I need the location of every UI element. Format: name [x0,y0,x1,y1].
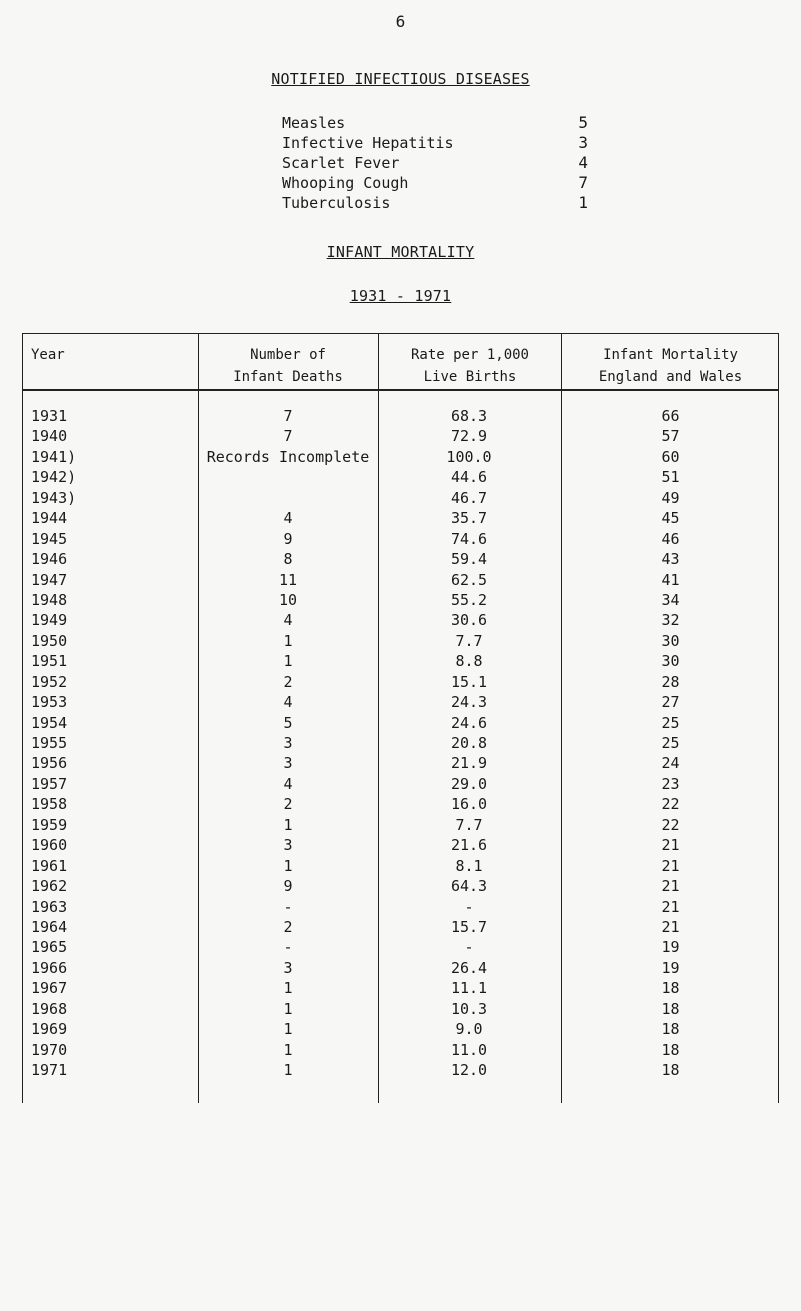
infant-mortality-table [22,333,779,1103]
table-row [23,937,778,957]
disease-name: Infective Hepatitis [282,134,454,152]
cell-year: 1949 [31,611,68,630]
cell-infant-deaths: 1 [283,652,293,671]
cell-infant-deaths: - [283,938,293,957]
cell-infant-deaths: 1 [283,815,293,834]
disease-name: Whooping Cough [282,174,409,192]
cell-england-wales-mortality: 46 [661,529,680,548]
cell-year: 1955 [31,734,68,752]
cell-infant-deaths: 9 [283,529,293,548]
cell-rate: - [464,897,474,916]
table-row [23,897,778,917]
cell-rate: 100.0 [446,447,492,466]
cell-infant-deaths: 1 [283,631,293,650]
cell-year: 1961 [31,856,68,875]
disease-count: 3 [578,133,588,152]
table-row [23,876,778,896]
disease-count: 1 [578,193,588,212]
table-row [23,1040,778,1060]
header-year: Year [31,347,65,363]
cell-year: 1966 [31,958,68,977]
table-row [23,651,778,671]
cell-england-wales-mortality: 30 [661,652,680,671]
cell-england-wales-mortality: 49 [661,488,680,507]
cell-year: 1944 [31,509,68,528]
header-rate [379,344,561,388]
notified-diseases-title: NOTIFIED INFECTIOUS DISEASES [271,70,530,88]
header-infant-deaths-line1: Number of [250,347,326,363]
table-row [23,794,778,814]
table-row [23,733,778,753]
cell-rate: 9.0 [455,1020,483,1039]
table-row [23,713,778,733]
disease-row [282,153,592,173]
cell-infant-deaths: 7 [283,427,293,446]
table-row [23,1060,778,1080]
header-infant-deaths [199,344,377,388]
cell-england-wales-mortality: 19 [661,938,680,957]
cell-rate: 10.3 [450,999,488,1018]
table-row [23,467,778,487]
cell-infant-deaths: 3 [283,734,293,752]
table-row [23,958,778,978]
cell-year: 1968 [31,999,68,1018]
table-row [23,978,778,998]
cell-rate: - [464,938,474,957]
cell-england-wales-mortality: 43 [661,550,680,569]
disease-count: 5 [578,113,588,132]
cell-rate: 7.7 [455,815,483,834]
cell-year: 1954 [31,713,68,732]
cell-year: 1947 [31,570,68,589]
cell-england-wales-mortality: 27 [661,693,680,712]
cell-rate: 12.0 [450,1061,488,1079]
cell-rate: 16.0 [450,795,488,814]
table-row [23,570,778,590]
cell-rate: 24.6 [450,713,488,732]
cell-year: 1948 [31,590,68,609]
cell-rate: 46.7 [450,488,488,507]
table-row [23,835,778,855]
cell-rate: 24.3 [450,693,488,712]
table-row [23,549,778,569]
table-row [23,672,778,692]
table-row [23,856,778,876]
cell-rate: 11.1 [450,979,488,998]
cell-year: 1940 [31,427,68,446]
table-row [23,999,778,1019]
header-infant-mortality-ew [563,344,778,388]
cell-rate: 74.6 [450,529,488,548]
cell-england-wales-mortality: 30 [661,631,680,650]
cell-infant-deaths: 1 [283,999,293,1018]
cell-infant-deaths: 9 [283,877,293,896]
header-divider [23,389,778,391]
cell-infant-deaths: 8 [283,550,293,569]
cell-infant-deaths: 1 [283,1020,293,1039]
cell-year: 1942) [31,468,77,487]
cell-year: 1958 [31,795,68,814]
table-row [23,1019,778,1039]
cell-infant-deaths: 2 [283,917,293,936]
cell-rate: 7.7 [455,631,483,650]
disease-count: 4 [578,153,588,172]
table-row [23,406,778,426]
cell-rate: 35.7 [450,509,488,528]
cell-rate: 59.4 [450,550,488,569]
cell-england-wales-mortality: 23 [661,774,680,793]
cell-infant-deaths: 4 [283,611,293,630]
cell-infant-deaths: 4 [283,509,293,528]
cell-infant-deaths: 7 [283,407,293,425]
cell-year: 1960 [31,836,68,855]
cell-year: 1953 [31,693,68,712]
cell-rate: 15.7 [450,917,488,936]
cell-year: 1957 [31,774,68,793]
table-body [23,406,778,1080]
cell-rate: 21.6 [450,836,488,855]
header-infant-deaths-line2: Infant Deaths [233,369,343,385]
cell-rate: 30.6 [450,611,488,630]
table-row [23,774,778,794]
table-row [23,488,778,508]
header-rate-line2: Live Births [423,369,517,385]
cell-england-wales-mortality: 60 [661,447,680,466]
table-row [23,590,778,610]
cell-year: 1965 [31,938,68,957]
cell-england-wales-mortality: 22 [661,795,680,814]
cell-england-wales-mortality: 41 [661,570,680,589]
cell-rate: 44.6 [450,468,488,487]
table-row [23,917,778,937]
cell-england-wales-mortality: 18 [661,1020,680,1039]
cell-infant-deaths: - [283,897,293,916]
cell-year: 1943) [31,488,77,507]
cell-year: 1963 [31,897,68,916]
cell-year: 1945 [31,529,68,548]
table-row [23,692,778,712]
cell-rate: 72.9 [450,427,488,446]
cell-infant-deaths: 2 [283,672,293,691]
cell-england-wales-mortality: 22 [661,815,680,834]
disease-name: Measles [282,114,346,132]
cell-year: 1941) [31,447,77,466]
cell-england-wales-mortality: 25 [661,734,680,752]
cell-infant-deaths: 4 [283,774,293,793]
cell-england-wales-mortality: 21 [661,917,680,936]
cell-england-wales-mortality: 45 [661,509,680,528]
cell-infant-deaths: 1 [283,1061,293,1079]
cell-year: 1962 [31,877,68,896]
cell-year: 1967 [31,979,68,998]
cell-infant-deaths: 3 [283,958,293,977]
cell-year: 1971 [31,1061,68,1079]
disease-row [282,113,592,133]
table-row [23,529,778,549]
cell-infant-deaths: 11 [278,570,298,589]
cell-infant-deaths: 4 [283,693,293,712]
cell-rate: 15.1 [450,672,488,691]
cell-england-wales-mortality: 19 [661,958,680,977]
cell-year: 1951 [31,652,68,671]
cell-england-wales-mortality: 21 [661,897,680,916]
cell-infant-deaths: 1 [283,979,293,998]
cell-england-wales-mortality: 21 [661,836,680,855]
infant-mortality-period: 1931 - 1971 [349,287,452,305]
cell-rate: 11.0 [450,1040,488,1059]
table-row [23,753,778,773]
disease-count: 7 [578,173,588,192]
cell-england-wales-mortality: 51 [661,468,680,487]
cell-infant-deaths: 1 [283,1040,293,1059]
cell-england-wales-mortality: 28 [661,672,680,691]
cell-year: 1969 [31,1020,68,1039]
cell-england-wales-mortality: 34 [661,590,680,609]
header-mortality-line2: England and Wales [598,369,743,385]
cell-infant-deaths: 1 [283,856,293,875]
cell-england-wales-mortality: 21 [661,877,680,896]
disease-row [282,173,592,193]
cell-rate: 26.4 [450,958,488,977]
cell-england-wales-mortality: 66 [661,407,680,425]
cell-rate: 20.8 [450,734,488,752]
infant-mortality-title: INFANT MORTALITY [326,243,475,261]
cell-rate: 21.9 [450,754,488,773]
page-number: 6 [395,12,406,31]
cell-rate: 55.2 [450,590,488,609]
cell-england-wales-mortality: 32 [661,611,680,630]
disease-list [282,113,592,213]
cell-england-wales-mortality: 21 [661,856,680,875]
cell-infant-deaths: Records Incomplete [206,447,370,466]
cell-year: 1970 [31,1040,68,1059]
disease-row [282,193,592,213]
cell-rate: 68.3 [450,407,488,425]
table-row [23,610,778,630]
cell-infant-deaths: 3 [283,836,293,855]
table-row [23,508,778,528]
cell-infant-deaths: 5 [283,713,293,732]
cell-year: 1931 [31,407,68,425]
table-row [23,426,778,446]
disease-row [282,133,592,153]
cell-infant-deaths: 3 [283,754,293,773]
cell-rate: 8.8 [455,652,483,671]
header-mortality-line1: Infant Mortality [603,347,738,363]
header-rate-line1: Rate per 1,000 [410,347,529,363]
disease-name: Tuberculosis [282,194,391,212]
cell-year: 1950 [31,631,68,650]
cell-england-wales-mortality: 18 [661,1040,680,1059]
cell-year: 1956 [31,754,68,773]
cell-rate: 62.5 [450,570,488,589]
cell-england-wales-mortality: 57 [661,427,680,446]
table-row [23,447,778,467]
cell-england-wales-mortality: 18 [661,979,680,998]
cell-infant-deaths: 2 [283,795,293,814]
cell-year: 1959 [31,815,68,834]
cell-rate: 29.0 [450,774,488,793]
cell-year: 1964 [31,917,68,936]
cell-england-wales-mortality: 18 [661,999,680,1018]
table-row [23,631,778,651]
cell-england-wales-mortality: 25 [661,713,680,732]
table-row [23,815,778,835]
cell-rate: 8.1 [455,856,483,875]
cell-infant-deaths: 10 [278,590,298,609]
cell-england-wales-mortality: 24 [661,754,680,773]
cell-rate: 64.3 [450,877,488,896]
cell-year: 1946 [31,550,68,569]
cell-year: 1952 [31,672,68,691]
disease-name: Scarlet Fever [282,154,400,172]
cell-england-wales-mortality: 18 [661,1061,680,1079]
